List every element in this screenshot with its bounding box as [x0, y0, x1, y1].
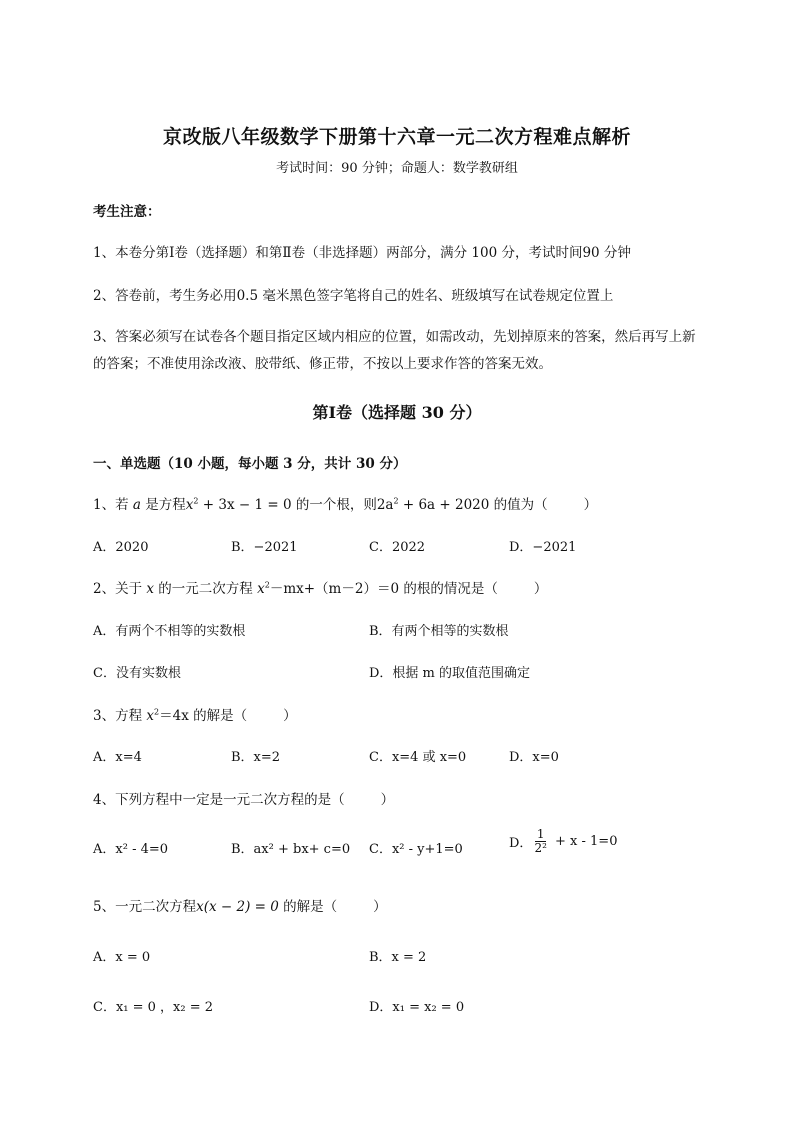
- notice-item-1: 1、本卷分第Ⅰ卷（选择题）和第Ⅱ卷（非选择题）两部分，满分 100 分，考试时间90 分钟: [93, 245, 631, 261]
- q4-option-c[interactable]: C．x² - y+1=0: [369, 842, 463, 857]
- notice-item-2: 2、答卷前，考生务必用0.5 毫米黑色签字笔将自己的姓名、班级填写在试卷规定位置上: [93, 288, 614, 304]
- q5-option-b[interactable]: B．x = 2: [369, 950, 427, 965]
- q4-option-a[interactable]: A．x² - 4=0: [93, 842, 169, 857]
- q1-option-b[interactable]: B．−2021: [231, 540, 298, 555]
- q3-option-a[interactable]: A．x=4: [93, 750, 142, 765]
- q2-option-b[interactable]: B．有两个相等的实数根: [369, 624, 509, 639]
- q1-option-d[interactable]: D．−2021: [509, 540, 577, 555]
- q2-option-c[interactable]: C．没有实数根: [93, 666, 181, 681]
- question-2: 2、关于 x 的一元二次方程 $x^2-mx+(m-2)=0$ 的根的情况是（ ）: [93, 580, 548, 597]
- part-heading: 一、单选题（10 小题，每小题 3 分，共计 30 分）: [93, 456, 407, 472]
- question-4: 4、下列方程中一定是一元二次方程的是（ ）: [93, 792, 395, 808]
- q4-option-b[interactable]: B．ax² + bx+ c=0: [231, 842, 351, 857]
- q5-option-d[interactable]: D．x₁ = x₂ = 0: [369, 1000, 465, 1015]
- question-5: 5、一元二次方程x(x − 2) = 0 的解是（ ）: [93, 899, 387, 915]
- notice-item-3-cont: 的答案；不准使用涂改液、胶带纸、修正带，不按以上要求作答的答案无效。: [93, 356, 552, 372]
- notice-item-3: 3、答案必须写在试卷各个题目指定区域内相应的位置，如需改动，先划掉原来的答案，然后再写上新: [93, 329, 696, 345]
- question-1: 1、若 a 是方程$x^2 + 3x - 1 = 0$ 的一个根，则$2a^2 + 6a + 2020$ 的值为（ ）: [93, 496, 598, 513]
- q3-option-c[interactable]: C．x=4 或 x=0: [369, 750, 467, 765]
- fraction: $\frac{1}{\text{2²}}$: [534, 827, 547, 855]
- q3-option-d[interactable]: D．x=0: [509, 750, 559, 765]
- q1-option-a[interactable]: A．2020: [93, 540, 149, 555]
- q5-option-a[interactable]: A．x = 0: [93, 950, 151, 965]
- q4-option-d[interactable]: D． $\frac{1}{\text{2²}}$ + x - 1=0: [509, 827, 618, 855]
- section-title: 第Ⅰ卷（选择题 30 分）: [312, 403, 482, 422]
- q5-option-c[interactable]: C．x₁ = 0 ，x₂ = 2: [93, 1000, 214, 1015]
- question-3: 3、方程 $x^2=4x$ 的解是（ ）: [93, 707, 297, 724]
- q3-option-b[interactable]: B．x=2: [231, 750, 281, 765]
- notice-heading: 考生注意：: [93, 204, 161, 220]
- q1-option-c[interactable]: C．2022: [369, 540, 426, 555]
- q2-option-a[interactable]: A．有两个不相等的实数根: [93, 624, 246, 639]
- q2-option-d[interactable]: D．根据 m 的取值范围确定: [369, 666, 531, 681]
- exam-info: 考试时间：90 分钟；命题人：数学教研组: [276, 161, 518, 176]
- page-title: 京改版八年级数学下册第十六章一元二次方程难点解析: [162, 126, 631, 148]
